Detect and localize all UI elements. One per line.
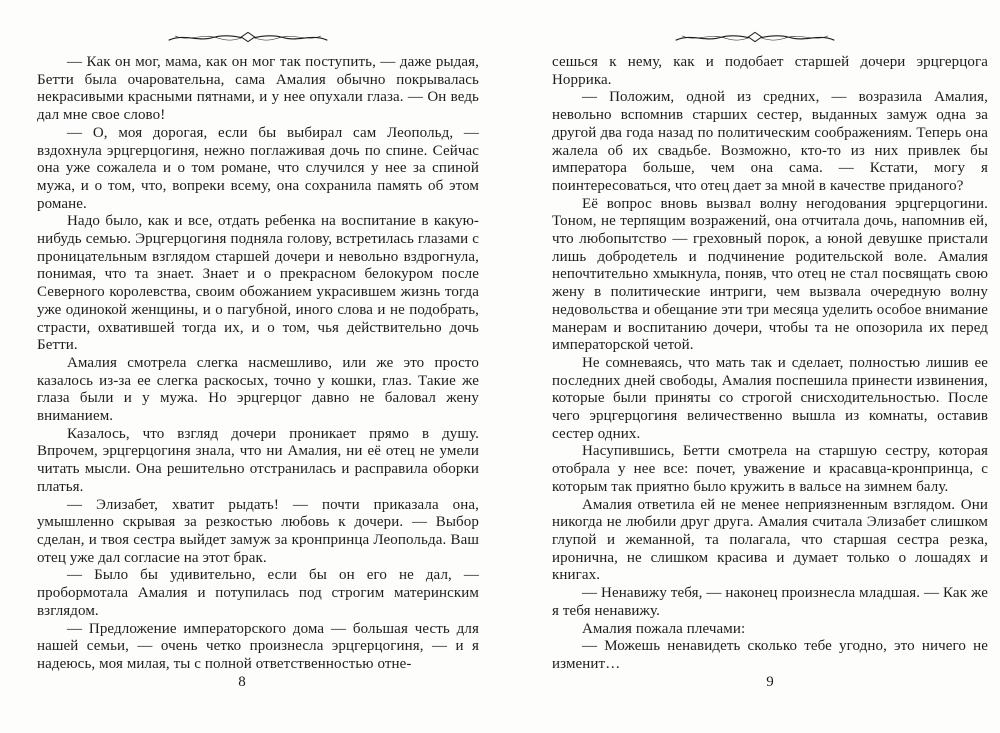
paragraph: — Ненавижу тебя, — наконец произнесла младшая. — Как же я тебя ненавижу. bbox=[552, 585, 988, 619]
paragraph: — О, моя дорогая, если бы выбирал сам Леопольд, — вздохнула эрцгерцогиня, нежно поглаживая дочь по спине. Сейчас она уже сожалела и о том романе, что случился у нее за спиной мужа, и о том, что, вопреки всему, она сохранила память об этом романе. bbox=[37, 124, 479, 212]
paragraph: — Предложение императорского дома — большая честь для нашей семьи, — очень четко произнесла эрцгерцогиня, — и я надеюсь, моя милая, ты с полной ответственностью отне- bbox=[37, 620, 479, 672]
paragraph: Амалия пожала плечами: bbox=[582, 620, 746, 637]
paragraph: — Элизабет, хватит рыдать! — почти приказала она, умышленно скрывая за резкостью любовь к дочери. — Выбор сделан, и твоя сестра выйдет замуж за кронпринца Леопольда. Ваш отец уже дал согласие на этот брак. bbox=[37, 496, 479, 566]
page-right bbox=[515, 0, 1000, 733]
paragraph: — Было бы удивительно, если бы он его не дал, — пробормотала Амалия и потупилась под строгим материнским взглядом. bbox=[37, 567, 479, 619]
left-page-text bbox=[37, 54, 479, 674]
paragraph: Насупившись, Бетти смотрела на старшую сестру, которая отобрала у нее все: почет, уважение и красавца-кронпринца, с которым так приятно было кружить в вальсе на зимнем балу. bbox=[552, 443, 988, 495]
flourish-divider-ornament bbox=[166, 25, 330, 49]
page-number-right: 9 bbox=[766, 674, 774, 690]
paragraph: — Положим, одной из средних, — возразила Амалия, невольно вспомнив старших сестер, выданных замуж одна за другой два года назад по политическим соображениям. Теперь она жалела об их свадьбе. Возможно, кто-то из них привлек бы императора больше, чем она сама. — Кстати, могу я поинтересоваться, что отец дает за мной в качестве приданого? bbox=[552, 89, 988, 194]
paragraph: Надо было, как и все, отдать ребенка на воспитание в какую-нибудь семью. Эрцгерцогиня подняла голову, встретилась глазами с проницательным взглядом старшей дочери и невольно вздрогнула, понимая, что та знает. Знает и о прекрасном белокуром после Северного королевства, своим обожанием украсившем жизнь тогда уже одинокой женщины, и о пагубной, иного слова и не подобрать, страсти, охватившей тогда их, и о том, чья действительно дочь Бетти. bbox=[37, 213, 479, 354]
paragraph: Казалось, что взгляд дочери проникает прямо в душу. Впрочем, эрцгерцогиня знала, что ни Амалия, ни её отец не умели читать мысли. Она решительно отстранилась и расправила оборки платья. bbox=[37, 425, 479, 495]
paragraph: сешься к нему, как и подобает старшей дочери эрцгерцога Норрика. bbox=[552, 54, 988, 88]
paragraph: Амалия ответила ей не менее неприязненным взглядом. Они никогда не любили друг друга. Амалия считала Элизабет слишком глупой и жеманной, та полагала, что старшая сестра резка, иронична, не слишком красива и думает только о лошадях и книгах. bbox=[552, 496, 988, 584]
right-page-text bbox=[552, 54, 988, 674]
flourish-divider-ornament bbox=[673, 25, 837, 49]
paragraph: Амалия смотрела слегка насмешливо, или же это просто казалось из-за ее слегка раскосых, точно у кошки, глаз. Такие же глаза были и у мужа. Но эрцгерцог давно не баловал жену вниманием. bbox=[37, 354, 479, 425]
page-number-left: 8 bbox=[238, 674, 246, 690]
paragraph: — Можешь ненавидеть сколько тебе угодно, это ничего не изменит… bbox=[552, 638, 988, 672]
paragraph: — Как он мог, мама, как он мог так поступить, — даже рыдая, Бетти была очаровательна, сама Амалия обычно покрывалась некрасивыми красными пятнами, и у нее опухали глаза. — Он ведь дал мне свое слово! bbox=[37, 54, 479, 124]
paragraph: Её вопрос вновь вызвал волну негодования эрцгерцогини. Тоном, не терпящим возражений, она отчитала дочь, напомнив ей, что любопытство — греховный порок, а юной девушке пристали лишь добродетель и подчинение родительской воле. Амалия непочтительно хмыкнула, поняв, что отец не стал посвящать свою жену в политические интриги, чем вызвала очередную волну недовольства и обещание эти три месяца уделить особое внимание манерам и воспитанию дочери, чтобы та не опозорила их перед императорской четой. bbox=[552, 195, 988, 354]
paragraph: Не сомневаясь, что мать так и сделает, полностью лишив ее последних дней свободы, Амалия поспешила принести извинения, которые были приняты со строгой снисходительностью. После чего эрцгерцогиня величественно вышла из комнаты, оставив сестер одних. bbox=[552, 354, 988, 442]
